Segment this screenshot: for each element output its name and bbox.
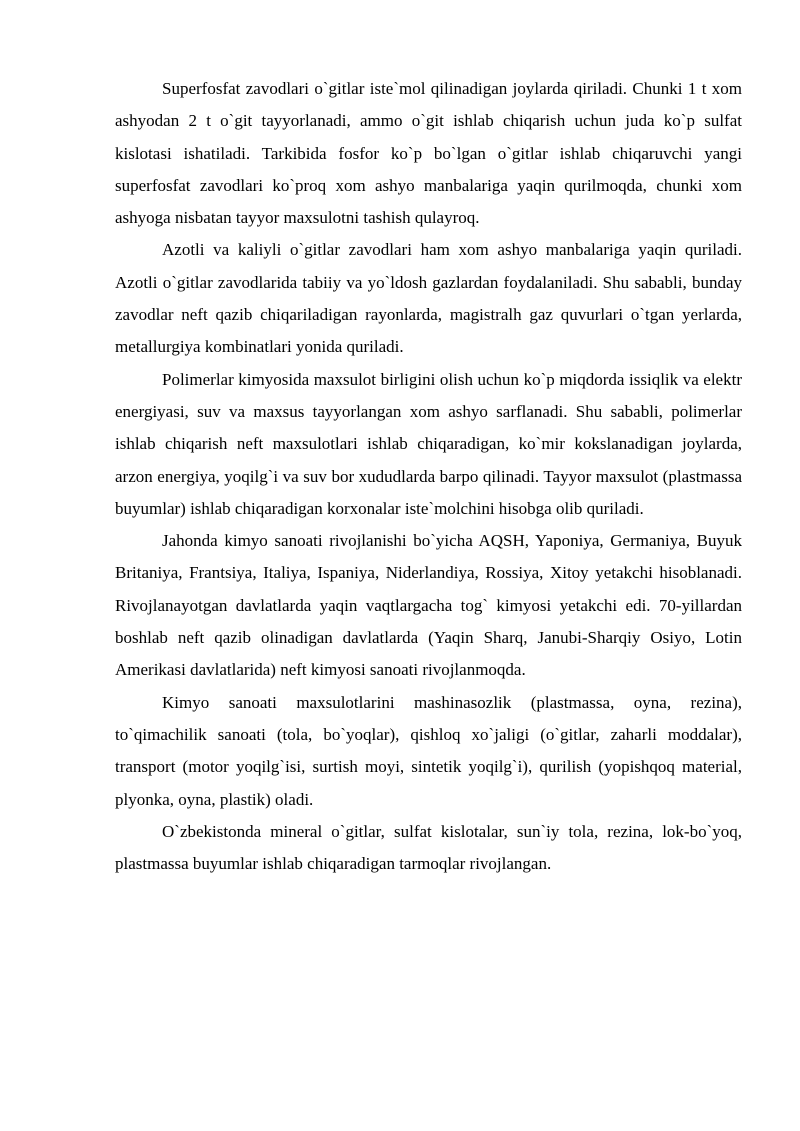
paragraph-kimyo-sanoati: Kimyo sanoati maxsulotlarini mashinasozlik (plastmassa, oyna, rezina), to`qimachilik sanoati (tola, bo`yoqlar), qishloq xo`jaligi (o`gitlar, zaharli moddalar), transport (motor yoqilg`isi, surtish moyi, sintetik yoqilg`i), qurilish (yopishqoq material, plyonka, oyna, plastik) oladi. xyxy=(115,692,742,809)
paragraph-superfosfat: Superfosfat zavodlari o`gitlar iste`mol qilinadigan joylarda qiriladi. Chunki 1 t xom ashyodan 2 t o`git tayyorlanadi, ammo o`git ishlab chiqarish uchun juda ko`p sulfat kislotasi ishatiladi. Tarkibida fosfor ko`p bo`lgan o`gitlar ishlab chiqaruvchi yangi superfosfat zavodlari ko`proq xom ashyo manbalariga yaqin qurilmoqda, chunki xom ashyoga nisbatan tayyor maxsulotni tashish qulayroq. xyxy=(115,79,742,228)
paragraph-azotli-kaliyli: Azotli va kaliyli o`gitlar zavodlari ham xom ashyo manbalariga yaqin quriladi. Azotli o`gitlar zavodlarida tabiiy va yo`ldosh gazlardan foydalaniladi. Shu sababli, bunday zavodlar neft qazib chiqariladigan rayonlarda, magistralh gaz quvurlari o`tgan yerlarda, metallurgiya kombinatlari yonida quriladi. xyxy=(115,240,742,357)
paragraph-polimerlar: Polimerlar kimyosida maxsulot birligini olish uchun ko`p miqdorda issiqlik va elektr energiyasi, suv va maxsus tayyorlangan xom ashyo sarflanadi. Shu sababli, polimerlar ishlab chiqarish neft maxsulotlari ishlab chiqaradigan, ko`mir kokslanadigan joylarda, arzon energiya, yoqilg`i va suv bor xududlarda barpo qilinadi. Tayyor maxsulot (plastmassa buyumlar) ishlab chiqaradigan korxonalar iste`molchini hisobga olib quriladi. xyxy=(115,369,742,518)
document-page xyxy=(115,73,742,880)
paragraph-jahonda: Jahonda kimyo sanoati rivojlanishi bo`yicha AQSH, Yaponiya, Germaniya, Buyuk Britaniya, Frantsiya, Italiya, Ispaniya, Niderlandiya, Rossiya, Xitoy yetakchi hisoblanadi. Rivojlanayotgan davlatlarda yaqin vaqtlargacha tog` kimyosi yetakchi edi. 70-yillardan boshlab neft qazib olinadigan davlatlarda (Yaqin Sharq, Janubi-Sharqiy Osiyo, Lotin Amerikasi davlatlarida) neft kimyosi sanoati rivojlanmoqda. xyxy=(115,531,742,680)
paragraph-ozbekistonda: O`zbekistonda mineral o`gitlar, sulfat kislotalar, sun`iy tola, rezina, lok-bo`yoq, plastmassa buyumlar ishlab chiqaradigan tarmoqlar rivojlangan. xyxy=(115,821,742,874)
